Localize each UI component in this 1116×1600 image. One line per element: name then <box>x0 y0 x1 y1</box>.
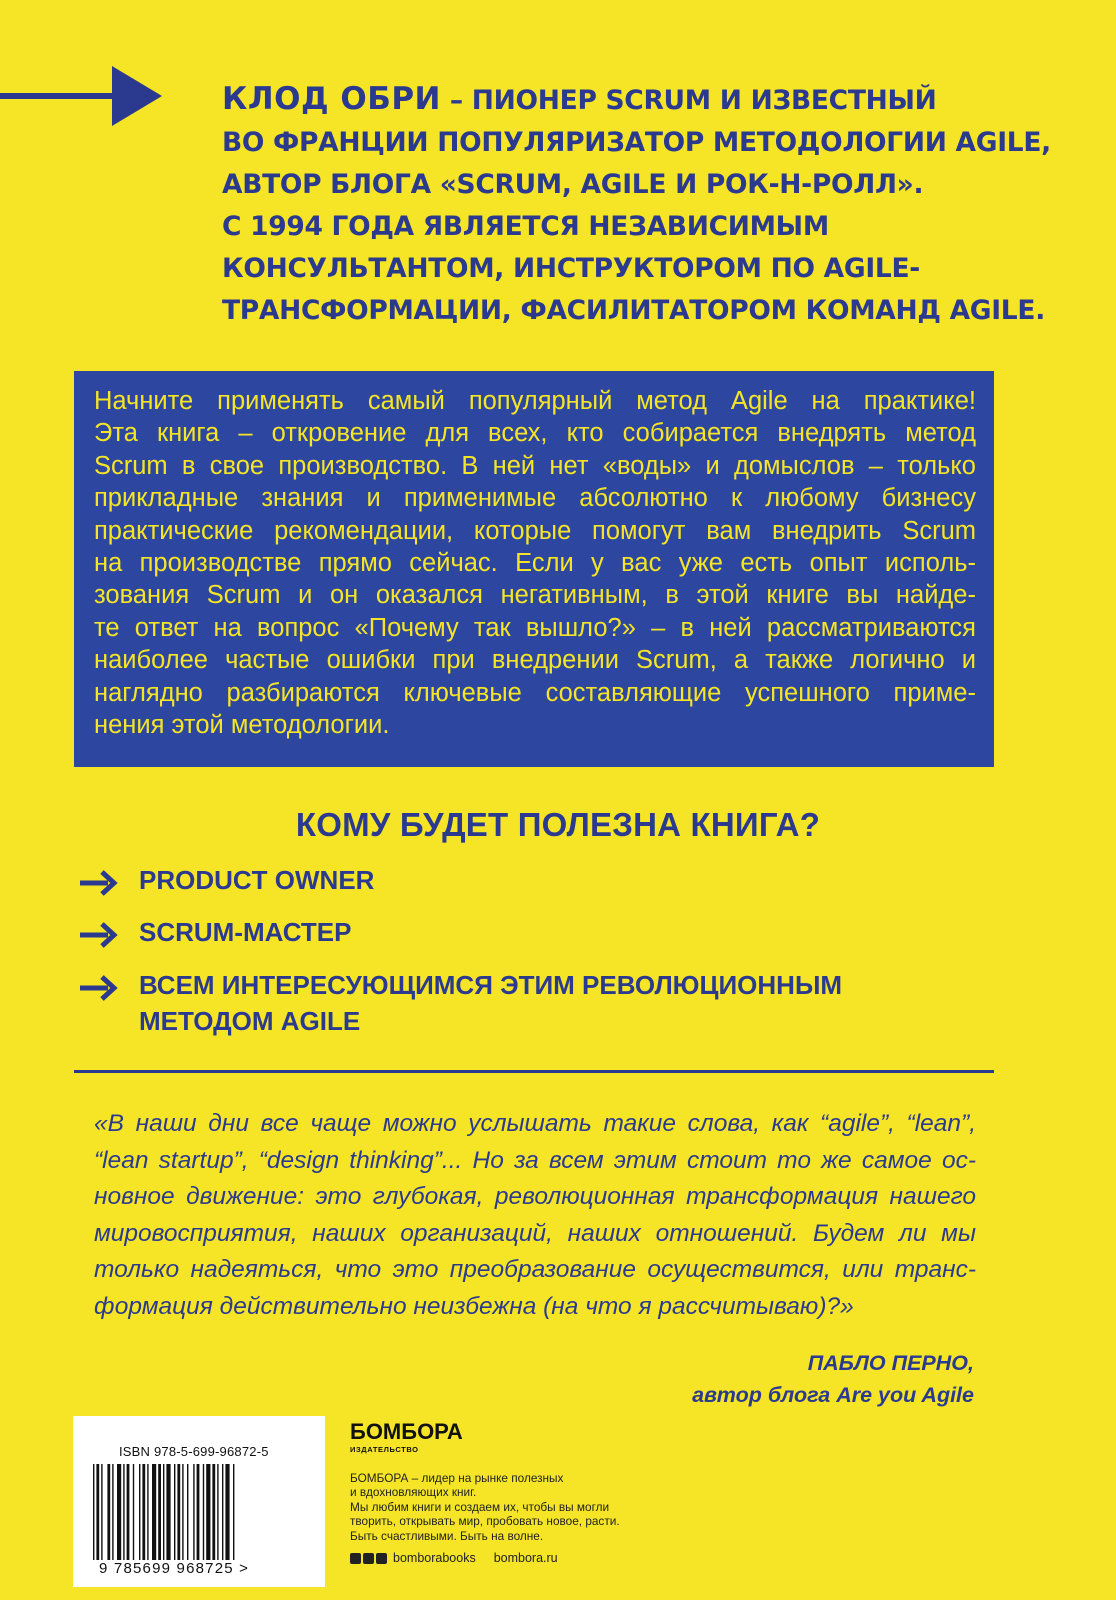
barcode-bar <box>233 1464 234 1560</box>
author-bio-line: АВТОР БЛОГА «SCRUM, AGILE И РОК-Н-РОЛЛ». <box>222 169 924 200</box>
barcode-bar <box>142 1464 145 1560</box>
barcode-bar <box>117 1464 121 1560</box>
barcode-bar <box>187 1464 188 1560</box>
barcode-bar <box>107 1464 110 1560</box>
publisher-blurb <box>350 1471 650 1543</box>
arrow-right-icon <box>0 66 165 126</box>
barcode-bar <box>182 1464 183 1560</box>
barcode-digits: 9 785699 968725 > <box>99 1560 250 1577</box>
barcode-bar <box>174 1464 175 1560</box>
audience-item-label <box>139 967 842 1039</box>
barcode <box>73 1416 325 1587</box>
author-bio-line: КОНСУЛЬТАНТОМ, ИНСТРУКТОРОМ ПО AGILE- <box>222 253 920 284</box>
description-line: нения этой методологии. <box>94 711 390 740</box>
publisher-blurb-line: творить, открывать мир, пробовать новое, расти. <box>350 1514 620 1529</box>
description-line: Начните применять самый популярный метод Agile на практике! <box>94 387 976 415</box>
barcode-bar <box>197 1464 200 1560</box>
publisher-blurb-line: Быть счастливыми. Быть на волне. <box>350 1528 544 1543</box>
quote-author-name: ПАБЛО ПЕРНО, <box>807 1351 974 1375</box>
barcode-bar <box>203 1464 204 1560</box>
publisher-blurb-line: и вдохновляющих книг. <box>350 1485 477 1500</box>
barcode-bar <box>133 1464 134 1560</box>
author-bio-text: – ПИОНЕР SCRUM И ИЗВЕСТНЫЙ <box>441 85 937 116</box>
barcode-bar <box>206 1464 210 1560</box>
author-bio <box>222 78 1082 332</box>
vk-icon <box>363 1553 374 1564</box>
quote-line: мировосприятия, наших организаций, наших отношений. Будем ли мы <box>94 1219 976 1247</box>
author-bio-line: С 1994 ГОДА ЯВЛЯЕТСЯ НЕЗАВИСИМЫМ <box>222 211 829 242</box>
audience-item-text: PRODUCT OWNER <box>139 865 375 895</box>
barcode-bar <box>222 1464 223 1560</box>
barcode-bar <box>225 1464 229 1560</box>
barcode-bar <box>152 1464 156 1560</box>
arrow-right-icon <box>80 922 118 948</box>
description-line: зования Scrum и он оказался негативным, в этой книге вы найде- <box>94 581 976 610</box>
barcode-bar <box>147 1464 148 1560</box>
quote-line: “lean startup”, “design thinking”... Но за всем этим стоит то же самое ос- <box>94 1146 976 1174</box>
social-handle: bomborabooks <box>393 1551 476 1565</box>
barcode-bar <box>112 1464 113 1560</box>
barcode-bar <box>158 1464 161 1560</box>
publisher-logo-subtitle: ИЗДАТЕЛЬСТВО <box>350 1445 419 1454</box>
quote-line: формация действительно неизбежна (на что я рассчитываю)?» <box>94 1292 854 1320</box>
quote-line: новное движение: это глубокая, революционная трансформация нашего <box>94 1183 976 1211</box>
description-line: те ответ на вопрос «Почему так вышло?» – в ней рассматриваются <box>94 613 976 642</box>
publisher-block <box>350 1419 650 1565</box>
quote-line: «В наши дни все чаще можно услышать такие слова, как “agile”, “lean”, <box>94 1110 976 1137</box>
barcode-bars <box>93 1464 309 1560</box>
audience-item-text: SCRUM-МАСТЕР <box>139 917 352 947</box>
audience-item-text: ВСЕМ ИНТЕРЕСУЮЩИМСЯ ЭТИМ РЕВОЛЮЦИОННЫМ <box>139 970 843 1000</box>
barcode-bar <box>96 1464 99 1560</box>
arrow-right-icon <box>80 870 118 896</box>
publisher-links <box>350 1551 558 1565</box>
author-bio-line: ТРАНСФОРМАЦИИ, ФАСИЛИТАТОРОМ КОМАНД AGILE. <box>222 295 1045 326</box>
arrow-right-icon <box>80 975 118 1001</box>
quote <box>94 1106 976 1326</box>
barcode-bar <box>123 1464 124 1560</box>
barcode-bar <box>139 1464 140 1560</box>
description-line: наиболее частые ошибки при внедрении Scrum, а также логично и <box>94 646 976 675</box>
facebook-icon <box>350 1553 361 1564</box>
barcode-bar <box>193 1464 194 1560</box>
publisher-blurb-line: Мы любим книги и создаем их, чтобы вы могли <box>350 1499 610 1514</box>
barcode-bar <box>127 1464 130 1560</box>
publisher-blurb-line: БОМБОРА – лидер на рынке полезных <box>350 1471 564 1485</box>
author-bio-line: ВО ФРАНЦИИ ПОПУЛЯРИЗАТОР МЕТОДОЛОГИИ AGILE, <box>222 127 1051 158</box>
social-icons <box>350 1553 387 1564</box>
author-bio-line <box>222 78 1082 122</box>
quote-attribution <box>692 1347 974 1411</box>
audience-item-text: МЕТОДОМ AGILE <box>139 1006 361 1036</box>
barcode-bar <box>163 1464 164 1560</box>
description-line: Эта книга – откровение для всех, кто собирается внедрять метод <box>94 419 976 448</box>
quote-author-title: автор блога Are you Agile <box>692 1383 974 1407</box>
description-line: прикладные знания и применимые абсолютно к любому бизнесу <box>94 484 976 513</box>
divider <box>74 1070 994 1073</box>
barcode-bar <box>212 1464 215 1560</box>
publisher-logo: БОМБОРА <box>350 1419 463 1444</box>
quote-line: только надеяться, что это преобразование осуществится, или транс- <box>94 1256 976 1284</box>
barcode-bar <box>177 1464 180 1560</box>
instagram-icon <box>376 1553 387 1564</box>
barcode-bar <box>93 1464 94 1560</box>
isbn-label: ISBN 978-5-699-96872-5 <box>119 1444 269 1459</box>
description-line: Scrum в свое производство. В ней нет «воды» и домыслов – только <box>94 451 976 480</box>
website-link: bombora.ru <box>493 1551 558 1565</box>
audience-heading: КОМУ БУДЕТ ПОЛЕЗНА КНИГА? <box>295 806 821 843</box>
audience-item-label <box>139 862 374 898</box>
barcode-bar <box>101 1464 102 1560</box>
barcode-bar <box>217 1464 218 1560</box>
barcode-bar <box>166 1464 170 1560</box>
author-name: КЛОД ОБРИ <box>222 81 441 117</box>
audience-item-label <box>139 914 351 950</box>
description-line: наглядно разбираются ключевые составляющие успешного приме- <box>94 678 976 707</box>
description-box <box>74 371 994 767</box>
description-line: практические рекомендации, которые помогут вам внедрить Scrum <box>94 516 976 545</box>
description-line: на производстве прямо сейчас. Если у вас уже есть опыт исполь- <box>94 549 976 578</box>
